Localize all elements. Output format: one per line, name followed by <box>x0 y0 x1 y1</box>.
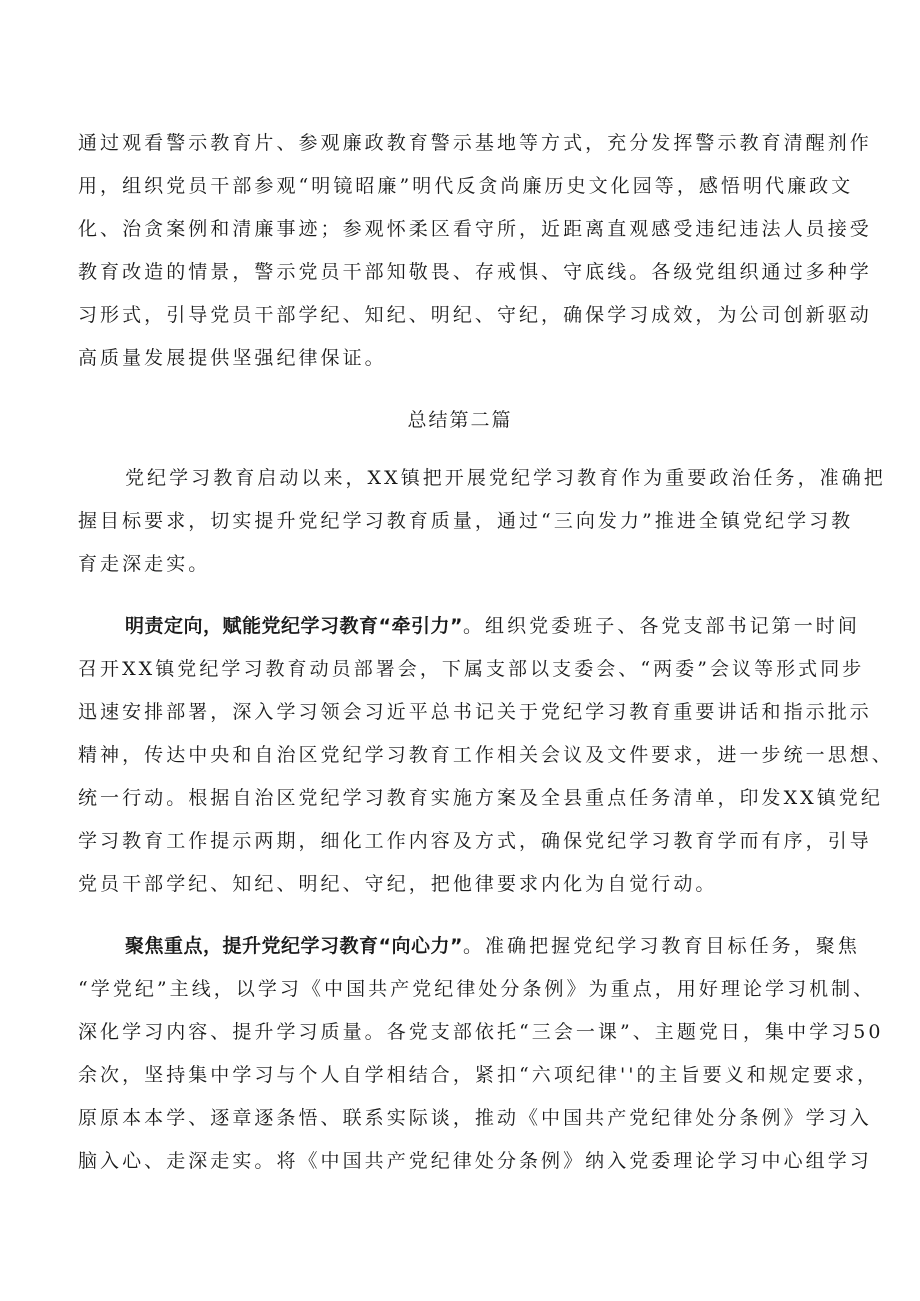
paragraph-line: 召开XX镇党纪学习教育动员部署会，下属支部以支委会、“两委”会议等形式同步 <box>78 658 865 680</box>
paragraph-line: “学党纪”主线，以学习《中国共产党纪律处分条例》为重点，用好理论学习机制、 <box>78 978 876 1000</box>
paragraph-line: 脑入心、走深走实。将《中国共产党纪律处分条例》纳入党委理论学习中心组学习 <box>78 1150 872 1172</box>
paragraph-line: 习形式，引导党员干部学纪、知纪、明纪、守纪，确保学习成效，为公司创新驱动 <box>78 304 872 326</box>
paragraph-line: 学习教育工作提示两期，细化工作内容及方式，确保党纪学习教育学而有序，引导 <box>78 830 872 852</box>
paragraph-line: 教育改造的情景，警示党员干部知敬畏、存戒惧、守底线。各级党组织通过多种学 <box>78 261 872 283</box>
section-heading: 总结第二篇 <box>407 409 513 431</box>
section-lead-rest: 。准确把握党纪学习教育目标任务，聚焦 <box>462 935 860 957</box>
paragraph-line: 通过观看警示教育片、参观廉政教育警示基地等方式，充分发挥警示教育清醒剂作 <box>78 132 872 154</box>
paragraph-line: 用，组织党员干部参观“明镜昭廉”明代反贪尚廉历史文化园等，感悟明代廉政文 <box>78 175 854 197</box>
paragraph-first-line <box>125 934 860 958</box>
paragraph-line: 精神，传达中央和自治区党纪学习教育工作相关会议及文件要求，进一步统一思想、 <box>78 744 894 766</box>
paragraph-line: 握目标要求，切实提升党纪学习教育质量，通过“三向发力”推进全镇党纪学习教 <box>78 510 854 532</box>
paragraph-line: 余次，坚持集中学习与个人自学相结合，紧扣“六项纪律''的主旨要义和规定要求， <box>78 1064 880 1086</box>
section-lead-rest: 。组织党委班子、各党支部书记第一时间 <box>462 615 860 637</box>
section-lead: 明责定向，赋能党纪学习教育“牵引力” <box>125 615 463 637</box>
paragraph-line: 统一行动。根据自治区党纪学习教育实施方案及全县重点任务清单，印发XX镇党纪 <box>78 787 883 809</box>
paragraph-line: 原原本本学、逐章逐条悟、联系实际谈，推动《中国共产党纪律处分条例》学习入 <box>78 1107 872 1129</box>
paragraph-line: 化、治贪案例和清廉事迹；参观怀柔区看守所，近距离直观感受违纪违法人员接受 <box>78 218 872 240</box>
paragraph-line: 党员干部学纪、知纪、明纪、守纪，把他律要求内化为自觉行动。 <box>78 873 718 895</box>
paragraph-line: 深化学习内容、提升学习质量。各党支部依托“三会一课”、主题党日，集中学习50 <box>78 1021 884 1043</box>
paragraph-line: 迅速安排部署，深入学习领会习近平总书记关于党纪学习教育重要讲话和指示批示 <box>78 701 872 723</box>
paragraph-first-line <box>125 614 860 638</box>
paragraph-line: 党纪学习教育启动以来，XX镇把开展党纪学习教育作为重要政治任务，准确把 <box>125 467 886 489</box>
section-lead: 聚焦重点，提升党纪学习教育“向心力” <box>125 935 463 957</box>
paragraph-line: 高质量发展提供坚强纪律保证。 <box>78 347 387 369</box>
paragraph-line: 育走深走实。 <box>78 553 211 575</box>
